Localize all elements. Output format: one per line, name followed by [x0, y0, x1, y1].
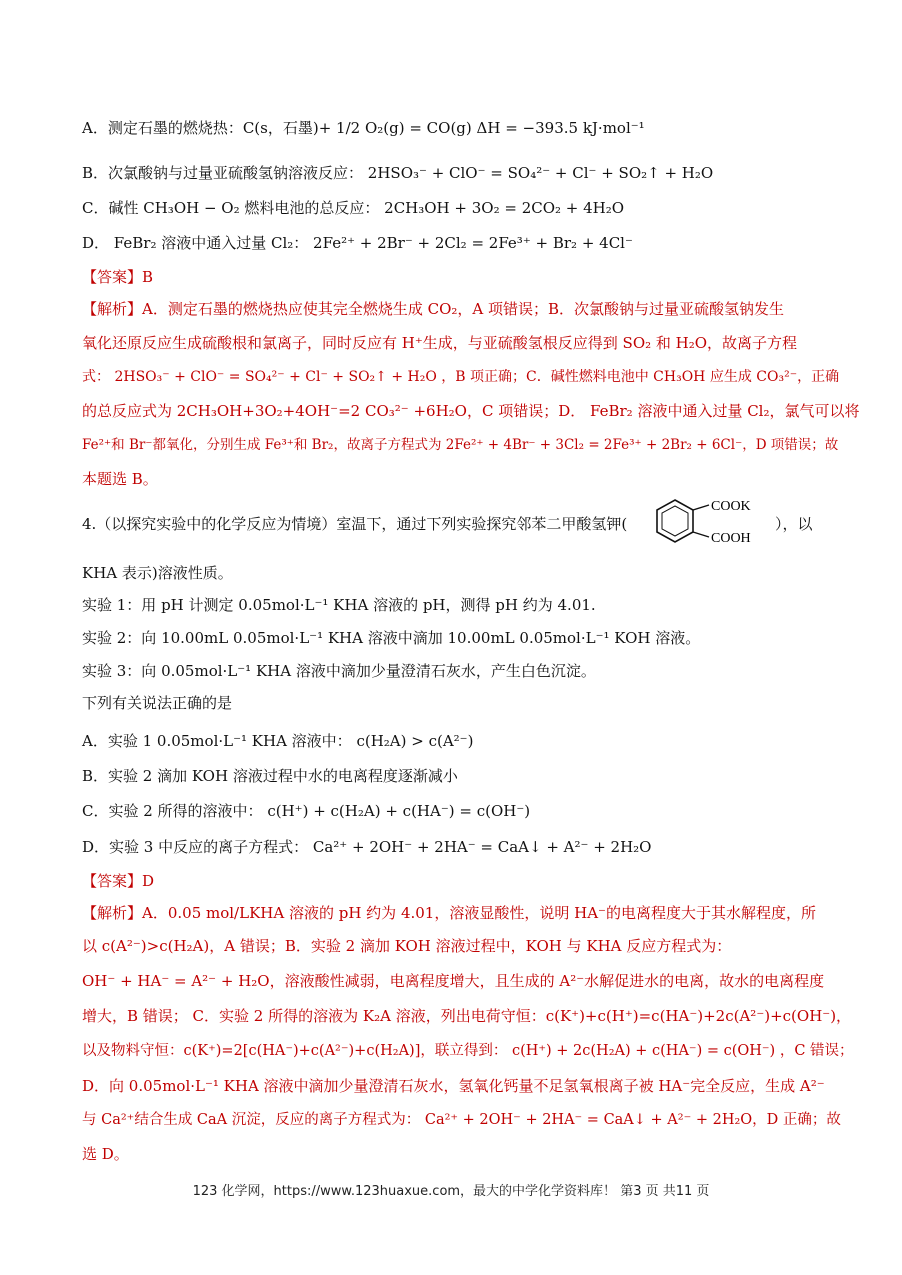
analysis-3-line3: 式： 2HSO₃⁻ + ClO⁻ = SO₄²⁻ + Cl⁻ + SO₂↑ + H₂O ，B 项正确；C．碱性燃料电池中 CH₃OH 应生成 CO₃²⁻，正确	[82, 369, 840, 385]
analysis-4-line1: 【解析】A．0.05 mol/LKHA 溶液的 pH 约为 4.01，溶液显酸性，说明 HA⁻的电离程度大于其水解程度，所	[82, 904, 816, 922]
option-4a: A．实验 1 0.05mol·L⁻¹ KHA 溶液中： c(H₂A) > c(A²⁻)	[82, 732, 474, 750]
answer-3: 【答案】B	[82, 268, 154, 286]
cooh-label: COOH	[711, 531, 751, 546]
analysis-3-line6: 本题选 B。	[82, 470, 158, 488]
option-4c: C．实验 2 所得的溶液中： c(H⁺) + c(H₂A) + c(HA⁻) = c(OH⁻)	[82, 802, 531, 820]
line-b: B．次氯酸钠与过量亚硫酸氢钠溶液反应： 2HSO₃⁻ + ClO⁻ = SO₄²⁻ + Cl⁻ + SO₂↑ + H₂O	[82, 164, 714, 182]
analysis-3-line1: 【解析】A．测定石墨的燃烧热应使其完全燃烧生成 CO₂，A 项错误；B．次氯酸钠与过量亚硫酸氢钠发生	[82, 300, 785, 318]
question-4-title-end: ），以	[775, 515, 813, 533]
analysis-3-line2: 氧化还原反应生成硫酸根和氯离子，同时反应有 H⁺生成，与亚硫酸氢根反应得到 SO₂ 和 H₂O，故离子方程	[82, 334, 798, 352]
analysis-4-line7: 与 Ca²⁺结合生成 CaA 沉淀，反应的离子方程式为： Ca²⁺ + 2OH⁻ + 2HA⁻ = CaA↓ + A²⁻ + 2H₂O，D 正确；故	[82, 1112, 841, 1128]
line-a: A．测定石墨的燃烧热：C(s，石墨)+ 1/2 O₂(g) = CO(g) ΔH = −393.5 kJ·mol⁻¹	[82, 119, 645, 137]
analysis-4-line3: OH⁻ + HA⁻ = A²⁻ + H₂O，溶液酸性减弱，电离程度增大，且生成的 A²⁻水解促进水的电离，故水的电离程度	[82, 972, 825, 990]
line-d: D． FeBr₂ 溶液中通入过量 Cl₂： 2Fe²⁺ + 2Br⁻ + 2Cl₂ = 2Fe³⁺ + Br₂ + 4Cl⁻	[82, 234, 633, 252]
question-4-title: 4.（以探究实验中的化学反应为情境）室温下，通过下列实验探究邻苯二甲酸氢钾(	[82, 515, 628, 533]
experiment-3: 实验 3：向 0.05mol·L⁻¹ KHA 溶液中滴加少量澄清石灰水，产生白色沉淀。	[82, 662, 596, 680]
cook-label: COOK	[711, 499, 751, 514]
experiment-2: 实验 2：向 10.00mL 0.05mol·L⁻¹ KHA 溶液中滴加 10.00mL 0.05mol·L⁻¹ KOH 溶液。	[82, 629, 701, 647]
line-c: C．碱性 CH₃OH − O₂ 燃料电池的总反应： 2CH₃OH + 3O₂ = 2CO₂ + 4H₂O	[82, 199, 625, 217]
phthalate-structure	[653, 496, 771, 552]
answer-4: 【答案】D	[82, 872, 155, 890]
analysis-4-line8: 选 D。	[82, 1145, 129, 1163]
analysis-4-line6: D．向 0.05mol·L⁻¹ KHA 溶液中滴加少量澄清石灰水，氢氧化钙量不足氢氧根离子被 HA⁻完全反应，生成 A²⁻	[82, 1077, 825, 1095]
analysis-3-line4: 的总反应式为 2CH₃OH+3O₂+4OH⁻=2 CO₃²⁻ +6H₂O，C 项错误；D． FeBr₂ 溶液中通入过量 Cl₂，氯气可以将	[82, 402, 860, 420]
option-4b: B．实验 2 滴加 KOH 溶液过程中水的电离程度逐渐减小	[82, 767, 458, 785]
experiment-1: 实验 1：用 pH 计测定 0.05mol·L⁻¹ KHA 溶液的 pH，测得 pH 约为 4.01.	[82, 596, 596, 614]
option-4d: D．实验 3 中反应的离子方程式： Ca²⁺ + 2OH⁻ + 2HA⁻ = CaA↓ + A²⁻ + 2H₂O	[82, 838, 652, 856]
question-4-title-2: KHA 表示)溶液性质。	[82, 564, 233, 582]
analysis-4-line2: 以 c(A²⁻)>c(H₂A)，A 错误；B．实验 2 滴加 KOH 溶液过程中，KOH 与 KHA 反应方程式为：	[82, 937, 732, 955]
analysis-4-line4: 增大，B 错误； C．实验 2 所得的溶液为 K₂A 溶液，列出电荷守恒：c(K⁺)+c(H⁺)=c(HA⁻)+2c(A²⁻)+c(OH⁻)，	[82, 1007, 852, 1025]
page-footer: 123 化学网，https://www.123huaxue.com，最大的中学化学资料库！ 第3 页 共11 页	[192, 1184, 710, 1199]
analysis-4-line5: 以及物料守恒：c(K⁺)=2[c(HA⁻)+c(A²⁻)+c(H₂A)]，联立得到： c(H⁺) + 2c(H₂A) + c(HA⁻) = c(OH⁻) ，C 错误；	[82, 1043, 854, 1059]
analysis-3-line5: Fe²⁺和 Br⁻都氧化，分别生成 Fe³⁺和 Br₂，故离子方程式为 2Fe²⁺ + 4Br⁻ + 3Cl₂ = 2Fe³⁺ + 2Br₂ + 6Cl⁻，D 项错误；故	[82, 437, 839, 453]
question-4-prompt: 下列有关说法正确的是	[82, 694, 233, 712]
